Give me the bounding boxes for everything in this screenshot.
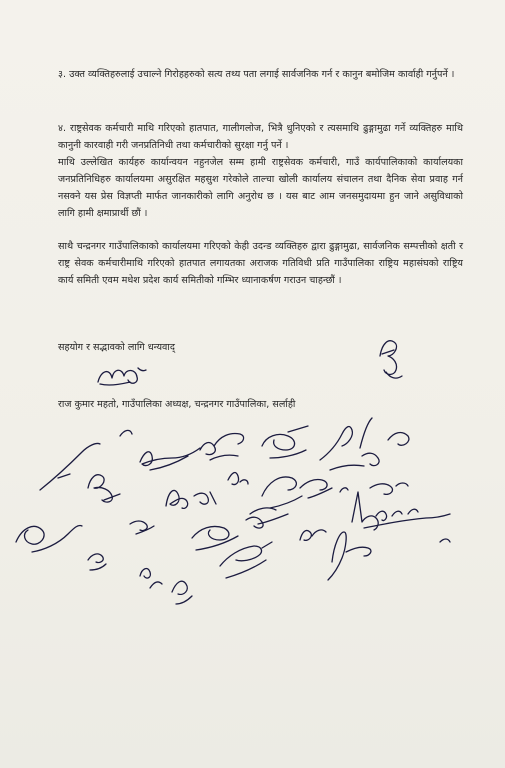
signature-1 (40, 443, 100, 490)
signature-30 (120, 430, 132, 436)
signature-26 (220, 542, 272, 578)
signature-20 (250, 508, 288, 524)
chairperson-signature (98, 368, 146, 385)
signature-15 (16, 525, 82, 552)
signature-23 (328, 532, 371, 580)
signature-19 (246, 517, 263, 528)
paragraph-point-3: ३. उक्त व्यक्तिहरुलाई उचाल्ने गिरोहहरुको सत्य तथ्य पता लगाई सार्वजनिक गर्न र कानुन बमोजिम कार्वाही गर्नुपर्ने । (58, 69, 455, 80)
signature-12 (262, 477, 302, 508)
signature-28 (382, 350, 394, 354)
closing-line: सहयोग र सद्भावको लागि धन्यवाद् (58, 342, 175, 353)
signature-29 (440, 539, 450, 542)
signature-17 (130, 521, 154, 534)
signature-24 (140, 569, 162, 588)
signature-6 (320, 427, 364, 470)
signature-7 (360, 418, 409, 466)
signature-9 (166, 490, 188, 508)
signature-27 (380, 341, 402, 378)
signature-3 (140, 448, 200, 470)
paragraph-office-closure-notice: माथि उल्लेखित कार्यहरु कार्यान्वयन नहुनजेल सम्म हामी राष्ट्रसेवक कर्मचारी, गाउँ कार्यपालिकाको कार्यालयका जनप्रतिनिधिहरु कार्यालयमा असुरक्षित महसुश गरेकोले ताल्चा खोली कार्यालय संचालन तथा दैनिक सेवा प्रवाह गर्न नसक्ने यस प्रेस विज्ञप्ती मार्फत जानकारीको लागि अनुरोध छ । यस बाट आम जनसमुदायमा हुन जाने असुविधाको लागि हामी क्षमाप्रार्थी छौं । (58, 157, 463, 219)
signatory-line: राज कुमार महतो, गाउँपालिका अध्यक्ष, चन्द्रनगर गाउँपालिका, सर्लाही (58, 399, 296, 410)
signature-5 (262, 426, 308, 458)
signature-14 (340, 488, 348, 492)
signature-16 (88, 554, 106, 570)
signature-11 (228, 473, 248, 485)
signature-10 (194, 492, 216, 504)
signature-22 (352, 492, 450, 530)
paragraph-attention-request: साथै चन्द्रनगर गाउँपालिकाको कार्यालयमा गरिएको केही उदन्ड व्यक्तिहरु द्वारा ढुङ्गामुढा, सार्वजनिक सम्पत्तीको क्षती र राष्ट्र सेवक कर्मचारीमाथि गरिएको हातपात लगायतका अराजक गतिविधी प्रति गाउँपालिका राष्ट्रिय महासंघको राष्ट्रिय कार्य समिती एवम मधेश प्रदेश कार्य समितीको गम्भिर ध्यानाकर्षण गराउन चाहन्छौं । (58, 241, 463, 286)
signature-8 (370, 483, 408, 494)
signature-13 (300, 479, 332, 498)
signature-25 (172, 581, 192, 604)
signature-2 (88, 475, 120, 502)
signature-21 (300, 530, 326, 540)
paragraph-point-4: ४. राष्ट्रसेवक कर्मचारी माथि गरिएको हातपात, गालीगलोज, भित्रै धुनिएको र त्यसमाथि ढुङ्गामुढा गर्ने व्यक्तिहरु माथि कानुनी कारवाही गरी जनप्रतिनिधी तथा कर्मचारीको सुरक्षा गर्नु पर्ने । (58, 123, 463, 151)
signature-4 (200, 434, 244, 461)
signature-18 (192, 526, 238, 550)
